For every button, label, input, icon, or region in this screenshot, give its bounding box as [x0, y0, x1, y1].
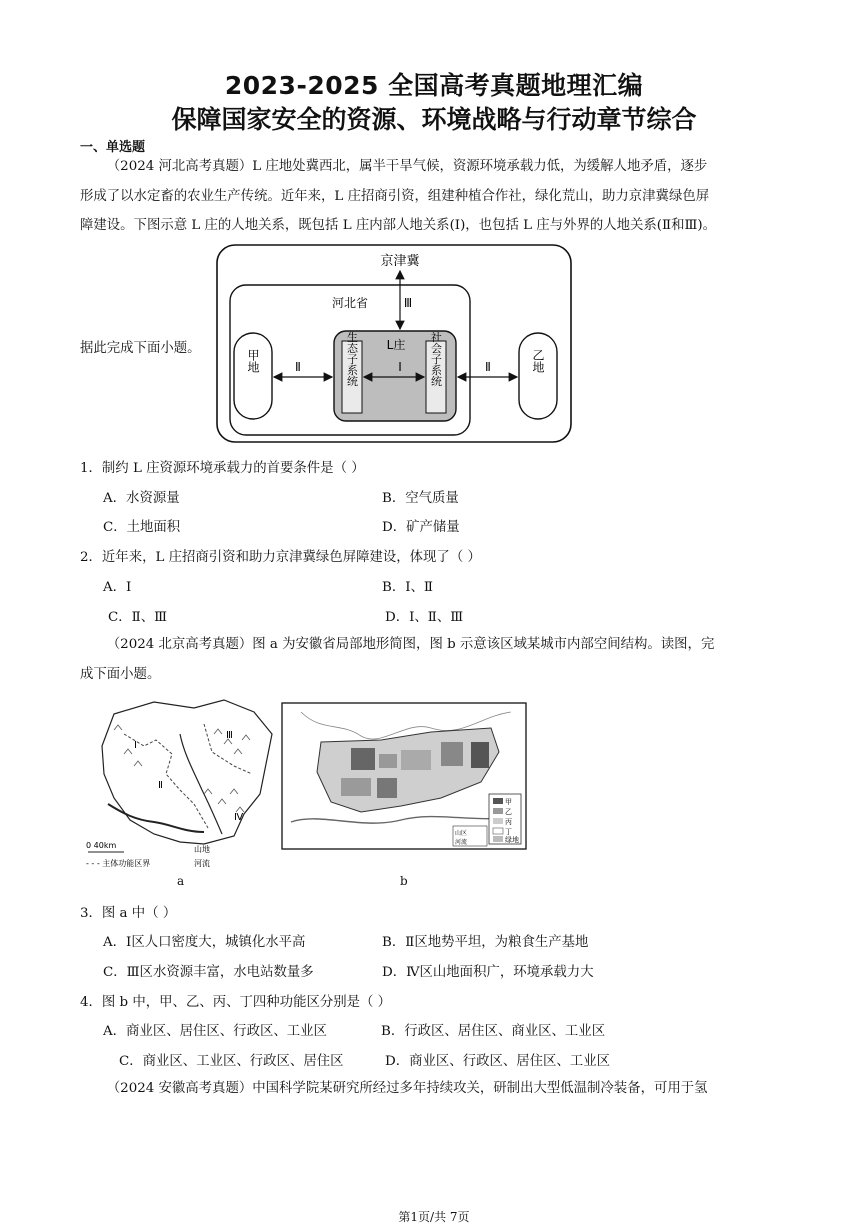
question-2-stem: 2．近年来，L 庄招商引资和助力京津冀绿色屏障建设，体现了（ ） — [80, 550, 481, 565]
page-footer: 第1页/共 7页 — [398, 1210, 470, 1224]
map-a-region-1: Ⅰ — [134, 740, 137, 751]
question-4-option-b[interactable]: B．行政区、居住区、商业区、工业区 — [381, 1024, 606, 1039]
relation-1-label: Ⅰ — [398, 360, 402, 374]
map-b-legend-jia: 甲 — [505, 798, 512, 806]
question-4-option-c[interactable]: C．商业区、工业区、行政区、居住区 — [119, 1054, 344, 1069]
map-a-legend-mountain: 山地 — [194, 845, 210, 854]
place-b-label: 乙地 — [531, 349, 545, 373]
question-4-option-a[interactable]: A．商业区、居住区、行政区、工业区 — [103, 1024, 327, 1039]
question-1-stem: 1．制约 L 庄资源环境承载力的首要条件是（ ） — [80, 461, 365, 476]
diagram-outer-label: 京津冀 — [380, 254, 420, 269]
map-b-city-structure — [281, 702, 527, 850]
passage1-line2: 形成了以水定畜的农业生产传统。近年来，L 庄招商引资，组建种植合作社，绿化荒山，助力京津冀绿色屏 — [80, 189, 710, 204]
question-2-option-b[interactable]: B．Ⅰ、Ⅱ — [382, 580, 434, 595]
map-b-legend-bing: 丙 — [505, 818, 512, 826]
map-b-legend-river: 河流 — [455, 839, 468, 846]
map-b-caption: b — [400, 874, 408, 888]
diagram-center-label: L庄 — [386, 338, 406, 352]
question-1-option-c[interactable]: C．土地面积 — [103, 520, 181, 535]
diagram-province-label: 河北省 — [331, 296, 369, 310]
passage1-instruction: 据此完成下面小题。 — [80, 341, 201, 356]
question-2-option-d[interactable]: D．Ⅰ、Ⅱ、Ⅲ — [385, 610, 464, 625]
question-1-option-b[interactable]: B．空气质量 — [382, 491, 459, 506]
passage2-line1: （2024 北京高考真题）图 a 为安徽省局部地形简图，图 b 示意该区域某城市内部空间结构。读图，完 — [106, 637, 715, 652]
map-a-legend-river: 河流 — [194, 859, 210, 868]
relation-2-right-label: Ⅱ — [485, 360, 491, 374]
question-3-option-a[interactable]: A．Ⅰ区人口密度大，城镇化水平高 — [103, 935, 306, 950]
map-a-region-2: Ⅱ — [158, 780, 163, 791]
question-3-stem: 3．图 a 中（ ） — [80, 906, 177, 921]
social-subsystem-label: 社会子系统 — [429, 331, 443, 387]
ecological-subsystem-label: 生态子系统 — [345, 331, 359, 387]
place-a-label: 甲地 — [246, 349, 260, 373]
question-4-stem: 4．图 b 中，甲、乙、丙、丁四种功能区分别是（ ） — [80, 995, 392, 1010]
passage1-line3: 障建设。下图示意 L 庄的人地关系，既包括 L 庄内部人地关系(Ⅰ)，也包括 L 庄与外界的人地关系(Ⅱ和Ⅲ)。 — [80, 218, 717, 233]
page-subtitle: 保障国家安全的资源、环境战略与行动章节综合 — [171, 105, 697, 134]
map-b-legend-green: 绿地 — [505, 836, 519, 844]
passage2-line2: 成下面小题。 — [80, 667, 161, 682]
relation-3-label: Ⅲ — [403, 296, 413, 310]
map-b-legend-yi: 乙 — [505, 808, 512, 816]
map-a-terrain — [84, 694, 280, 874]
map-a-scale: 0 40km — [86, 841, 117, 850]
map-b-legend-mountain: 山区 — [455, 830, 468, 837]
page-title: 2023-2025 全国高考真题地理汇编 — [224, 71, 644, 100]
question-1-option-d[interactable]: D．矿产储量 — [382, 520, 460, 535]
map-a-legend-boundary: - - - 主体功能区界 — [86, 859, 151, 868]
relation-2-left-label: Ⅱ — [295, 360, 301, 374]
question-3-option-b[interactable]: B．Ⅱ区地势平坦，为粮食生产基地 — [382, 935, 589, 950]
question-2-option-a[interactable]: A．Ⅰ — [103, 580, 132, 595]
map-a-region-4: Ⅳ — [234, 812, 244, 823]
map-a-caption: a — [177, 874, 185, 888]
question-2-option-c[interactable]: C．Ⅱ、Ⅲ — [108, 610, 168, 625]
question-4-option-d[interactable]: D．商业区、行政区、居住区、工业区 — [385, 1054, 610, 1069]
question-1-option-a[interactable]: A．水资源量 — [103, 491, 180, 506]
map-a-region-3: Ⅲ — [226, 730, 233, 741]
passage3-line1: （2024 安徽高考真题）中国科学院某研究所经过多年持续攻关，研制出大型低温制冷装备，可用于氢 — [106, 1081, 708, 1096]
passage1-line1: （2024 河北高考真题）L 庄地处冀西北，属半干旱气候，资源环境承载力低，为缓解人地矛盾，逐步 — [106, 159, 708, 174]
human-land-diagram — [214, 243, 574, 445]
map-b-legend-ding: 丁 — [505, 828, 512, 836]
question-3-option-c[interactable]: C．Ⅲ区水资源丰富，水电站数量多 — [103, 965, 314, 980]
question-3-option-d[interactable]: D．Ⅳ区山地面积广，环境承载力大 — [382, 965, 594, 980]
section-heading: 一、单选题 — [80, 140, 146, 155]
